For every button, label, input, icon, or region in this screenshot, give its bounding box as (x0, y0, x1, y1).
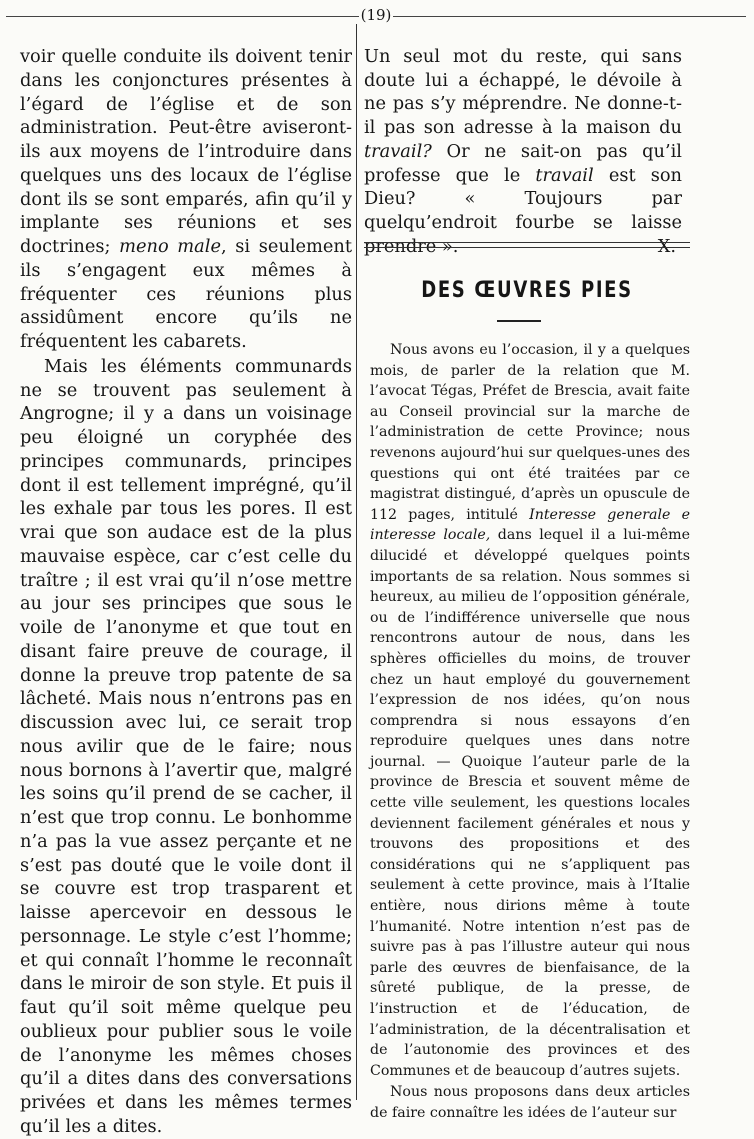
article-text-b: dans lequel il a lui-même dilucidé et développé quelques points importants de sa relation. Nous sommes si heureux, au milieu de l’opposition générale, ou de l’indifférence universelle que nous rencontrons autour de nous, dans les sphères officielles du moins, de trouver chez un haut employé du gouvernement l’expression de nos idées, qu’on nous comprendra si nous essayons d’en reproduire quelques unes dans notre journal. — Quoique l’auteur parle de la province de Brescia et souvent même de cette ville seulement, les questions locales deviennent facilement générales et nous y trouvons des propositions et des considérations qui ne s’appliquent pas seulement à cette province, mais à l’Italie entière, nous dirions même à toute l’humanité. Notre intention n’est pas de suivre pas à pas l’illustre auteur qui nous parle des œuvres de bienfaisance, de la sûreté publique, de la presse, de l’instruction et de l’éducation, de l’administration, de la décentralisation et de l’autonomie des provinces et des Communes et de beaucoup d’autres sujets. (370, 527, 690, 1079)
left-column (20, 45, 352, 1139)
right-top-text-a: Un seul mot du reste, qui sans doute lui a échappé, le dévoile à ne pas s’y méprendre. Ne donne-t-il pas son adresse à la maison du (364, 46, 682, 139)
right-top-paragraph (364, 45, 682, 258)
article-italic-title: Interesse generale e interesse locale, (370, 506, 690, 544)
title-underline (497, 320, 541, 322)
header-rule-right (393, 16, 746, 17)
right-top-text-c: est son Dieu? « Toujours par quelqu’endroit fourbe se laisse prendre ». (364, 164, 683, 257)
column-divider (356, 24, 357, 1100)
left-text-1: voir quelle conduite ils doivent tenir dans les conjonctures présentes à l’égard de l’église et de son administration. Peut-être aviseront-ils aux moyens de l’introduire dans quelques uns des locaux de l’église dont ils se sont emparés, afin qu’il y implante ses réunions et ses doctrines; (20, 46, 352, 257)
section-double-rule (364, 242, 690, 248)
right-top-italic-a: travail? (364, 140, 432, 162)
article-text-a: Nous avons eu l’occasion, il y a quelques mois, de parler de la relation que M. l’avocat Tégas, Préfet de Brescia, avait faite au Conseil provincial sur la marche de l’administration de cette Province; nous revenons aujourd’hui sur quelques-unes des questions qui ont été traitées par ce magistrat distingué, d’après un opuscule de 112 pages, intitulé (370, 342, 690, 523)
page-number: (19) (360, 6, 392, 24)
right-top-italic-b: travail (535, 164, 594, 186)
signature: X. (657, 235, 676, 257)
left-paragraph-2: Mais les éléments communards ne se trouvent pas seulement à Angrogne; il y a dans un voisinage peu éloigné un coryphée des principes communards, principes dont il est tellement imprégné, qu’il les exhale par tous les pores. Il est vrai que son audace est de la plus mauvaise espèce, car c’est celle du traître ; il est vrai qu’il n’ose mettre au jour ses principes que sous le voile de l’anonyme et que tout en disant faire preuve de courage, il donne la preuve trop patente de sa lâcheté. Mais nous n’entrons pas en discussion avec lui, ce serait trop nous avilir que de le faire; nous nous bornons à l’avertir que, malgré les soins qu’il prend de se cacher, il n’est que trop connu. Le bonhomme n’a pas la vue assez perçante et ne s’est pas douté que le voile dont il se couvre est trop trasparent et laisse apercevoir en dessous le personnage. Le style c’est l’homme; et qui connaît l’homme le reconnaît dans le miroir de son style. Et puis il faut qu’il soit même quelque peu oublieux pour publier sous le voile de l’anonyme les mêmes choses qu’il a dites dans des conversations privées et dans les mêmes termes qu’il les a dites. (20, 355, 352, 1137)
header-rule-left (6, 16, 359, 17)
article-body (370, 340, 690, 1124)
right-top-text-b: Or ne sait-on pas qu’il professe que le (364, 140, 682, 186)
left-paragraph-1 (20, 45, 352, 354)
article-paragraph-2: Nous nous proposons dans deux articles de faire connaître les idées de l’auteur sur (370, 1084, 690, 1121)
right-column-top (364, 45, 682, 258)
article-paragraph-1 (370, 340, 690, 1081)
left-text-2: , si seulement ils s’engagent eux mêmes à fréquenter ces réunions plus assidûment encore qu’ils ne fréquentent les cabarets. (20, 236, 353, 352)
section-title: DES ŒUVRES PIES (421, 278, 633, 303)
left-italic-phrase: meno male (119, 236, 221, 257)
page-header (0, 4, 754, 26)
